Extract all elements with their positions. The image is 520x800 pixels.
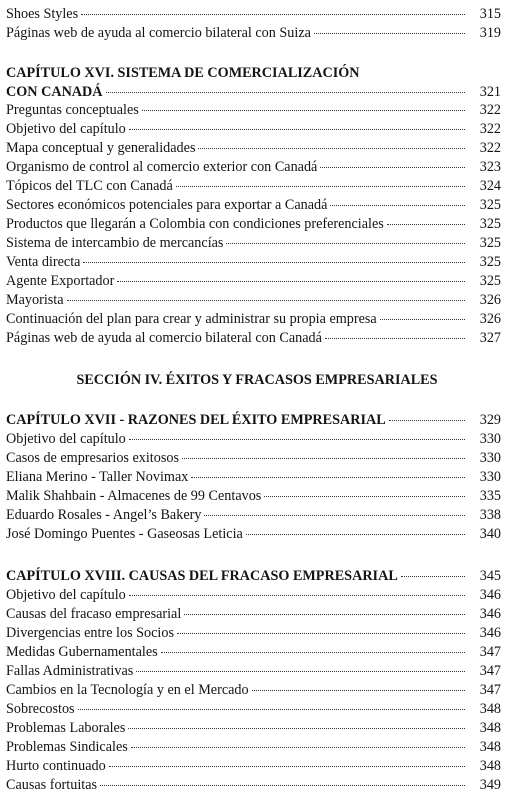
dot-leader xyxy=(320,157,465,168)
toc-entry-page: 325 xyxy=(479,273,501,289)
toc-entry-page: 348 xyxy=(479,758,501,774)
toc-entry-page: 325 xyxy=(479,235,501,251)
dot-leader xyxy=(182,448,465,459)
toc-entry-title: Objetivo del capítulo xyxy=(6,587,126,603)
dot-leader xyxy=(264,486,465,497)
toc-entry-page: 335 xyxy=(479,488,501,504)
toc-entry xyxy=(6,505,501,526)
toc-entry-title: José Domingo Puentes - Gaseosas Leticia xyxy=(6,526,243,542)
toc-entry xyxy=(6,309,501,330)
toc-entry xyxy=(6,756,501,777)
toc-entry xyxy=(6,737,501,758)
toc-entry-title: Fallas Administrativas xyxy=(6,663,134,679)
toc-entry-title: Problemas Laborales xyxy=(6,720,126,736)
dot-leader xyxy=(83,252,465,263)
chapter-17-heading xyxy=(6,410,501,431)
dot-leader xyxy=(78,699,465,710)
toc-entry xyxy=(6,718,501,739)
toc-entry-title: Shoes Styles xyxy=(6,6,79,22)
toc-entry xyxy=(6,524,501,545)
dot-leader xyxy=(131,737,465,748)
toc-entry xyxy=(6,585,501,606)
toc-entry xyxy=(6,604,501,625)
toc-entry-page: 347 xyxy=(479,663,501,679)
toc-entry xyxy=(6,23,501,44)
toc-entry-title: Sobrecostos xyxy=(6,701,75,717)
toc-entry-page: 346 xyxy=(479,587,501,603)
dot-leader xyxy=(191,467,465,478)
toc-entry-page: 322 xyxy=(479,102,501,118)
dot-leader xyxy=(136,661,465,672)
dot-leader xyxy=(387,214,465,225)
toc-entry xyxy=(6,157,501,178)
dot-leader xyxy=(81,4,465,15)
dot-leader xyxy=(100,775,465,786)
toc-entry-title: Malik Shahbain - Almacenes de 99 Centavos xyxy=(6,488,262,504)
toc-entry-page: 347 xyxy=(479,644,501,660)
chapter-16-title-line2: CON CANADÁ xyxy=(6,84,103,100)
toc-entry-title: Medidas Gubernamentales xyxy=(6,644,158,660)
toc-entry-title: Problemas Sindicales xyxy=(6,739,128,755)
dot-leader xyxy=(401,566,465,577)
dot-leader xyxy=(325,328,465,339)
dot-leader xyxy=(330,195,465,206)
toc-entry-page: 322 xyxy=(479,121,501,137)
toc-entry xyxy=(6,119,501,140)
toc-entry-page: 324 xyxy=(479,178,501,194)
toc-entry xyxy=(6,233,501,254)
toc-entry xyxy=(6,467,501,488)
toc-entry-title: Divergencias entre los Socios xyxy=(6,625,174,641)
toc-entry-page: 319 xyxy=(479,25,501,41)
dot-leader xyxy=(314,23,465,34)
toc-entry-title: Eduardo Rosales - Angel’s Bakery xyxy=(6,507,202,523)
toc-entry xyxy=(6,661,501,682)
toc-entry-page: 349 xyxy=(479,777,501,793)
dot-leader xyxy=(129,429,465,440)
dot-leader xyxy=(204,505,465,516)
toc-entry xyxy=(6,271,501,292)
toc-entry xyxy=(6,195,501,216)
toc-entry-title: Tópicos del TLC con Canadá xyxy=(6,178,173,194)
toc-entry-page: 346 xyxy=(479,625,501,641)
dot-leader xyxy=(246,524,465,535)
dot-leader xyxy=(129,585,465,596)
toc-entry-page: 340 xyxy=(479,526,501,542)
toc-entry-title: Mayorista xyxy=(6,292,64,308)
toc-entry xyxy=(6,138,501,159)
toc-entry-page: 326 xyxy=(479,311,501,327)
toc-entry-title: Páginas web de ayuda al comercio bilateral con Canadá xyxy=(6,330,322,346)
toc-entry-title: Venta directa xyxy=(6,254,81,270)
toc-entry-page: 325 xyxy=(479,254,501,270)
toc-entry xyxy=(6,176,501,197)
chapter-18-title: CAPÍTULO XVIII. CAUSAS DEL FRACASO EMPRESARIAL xyxy=(6,568,398,584)
toc-entry-title: Eliana Merino - Taller Novimax xyxy=(6,469,189,485)
chapter-18-heading xyxy=(6,566,501,587)
toc-entry-title: Cambios en la Tecnología y en el Mercado xyxy=(6,682,249,698)
chapter-16-title-line1: CAPÍTULO XVI. SISTEMA DE COMERCIALIZACIÓN xyxy=(6,65,360,81)
toc-entry-page: 325 xyxy=(479,216,501,232)
toc-entry-page: 346 xyxy=(479,606,501,622)
dot-leader xyxy=(161,642,465,653)
toc-entry xyxy=(6,290,501,311)
dot-leader xyxy=(117,271,465,282)
toc-entry-page: 325 xyxy=(479,197,501,213)
dot-leader xyxy=(389,410,465,421)
toc-entry-title: Productos que llegarán a Colombia con condiciones preferenciales xyxy=(6,216,384,232)
toc-entry xyxy=(6,623,501,644)
toc-entry xyxy=(6,642,501,663)
toc-entry-page: 347 xyxy=(479,682,501,698)
chapter-18-page: 345 xyxy=(479,568,501,584)
toc-entry-title: Agente Exportador xyxy=(6,273,115,289)
dot-leader xyxy=(142,100,465,111)
toc-entry-title: Causas del fracaso empresarial xyxy=(6,606,182,622)
dot-leader xyxy=(67,290,465,301)
toc-entry-title: Organismo de control al comercio exterior con Canadá xyxy=(6,159,318,175)
toc-entry-title: Sistema de intercambio de mercancías xyxy=(6,235,224,251)
toc-entry-title: Sectores económicos potenciales para exportar a Canadá xyxy=(6,197,328,213)
toc-entry xyxy=(6,100,501,121)
toc-entry xyxy=(6,214,501,235)
toc-entry xyxy=(6,775,501,796)
chapter-17-page: 329 xyxy=(479,412,501,428)
dot-leader xyxy=(198,138,465,149)
toc-entry xyxy=(6,448,501,469)
toc-entry xyxy=(6,680,501,701)
dot-leader xyxy=(128,718,465,729)
chapter-16-page: 321 xyxy=(479,84,501,100)
toc-entry-page: 330 xyxy=(479,469,501,485)
toc-entry-page: 338 xyxy=(479,507,501,523)
dot-leader xyxy=(226,233,465,244)
toc-entry-page: 315 xyxy=(479,6,501,22)
toc-entry-page: 322 xyxy=(479,140,501,156)
toc-entry-page: 348 xyxy=(479,720,501,736)
dot-leader xyxy=(129,119,465,130)
toc-entry xyxy=(6,4,501,25)
dot-leader xyxy=(176,176,465,187)
toc-entry xyxy=(6,328,501,349)
toc-entry-title: Casos de empresarios exitosos xyxy=(6,450,179,466)
toc-entry xyxy=(6,252,501,273)
toc-entry-page: 326 xyxy=(479,292,501,308)
toc-entry-title: Continuación del plan para crear y administrar su propia empresa xyxy=(6,311,377,327)
toc-entry-page: 348 xyxy=(479,701,501,717)
toc-entry-title: Objetivo del capítulo xyxy=(6,121,126,137)
toc-entry xyxy=(6,699,501,720)
toc-entry-page: 348 xyxy=(479,739,501,755)
dot-leader xyxy=(184,604,465,615)
toc-entry-page: 330 xyxy=(479,431,501,447)
dot-leader xyxy=(252,680,465,691)
dot-leader xyxy=(106,82,465,93)
toc-entry-page: 327 xyxy=(479,330,501,346)
toc-entry-title: Causas fortuitas xyxy=(6,777,98,793)
toc-entry-title: Preguntas conceptuales xyxy=(6,102,139,118)
toc-entry-title: Hurto continuado xyxy=(6,758,106,774)
toc-entry xyxy=(6,429,501,450)
dot-leader xyxy=(109,756,465,767)
dot-leader xyxy=(177,623,465,634)
toc-entry-page: 323 xyxy=(479,159,501,175)
toc-entry-title: Mapa conceptual y generalidades xyxy=(6,140,196,156)
toc-entry-title: Objetivo del capítulo xyxy=(6,431,126,447)
toc-entry-page: 330 xyxy=(479,450,501,466)
toc-entry xyxy=(6,486,501,507)
chapter-17-title: CAPÍTULO XVII - RAZONES DEL ÉXITO EMPRESARIAL xyxy=(6,412,386,428)
toc-entry-title: Páginas web de ayuda al comercio bilateral con Suiza xyxy=(6,25,311,41)
section-4-title: SECCIÓN IV. ÉXITOS Y FRACASOS EMPRESARIALES xyxy=(76,372,438,388)
dot-leader xyxy=(380,309,465,320)
